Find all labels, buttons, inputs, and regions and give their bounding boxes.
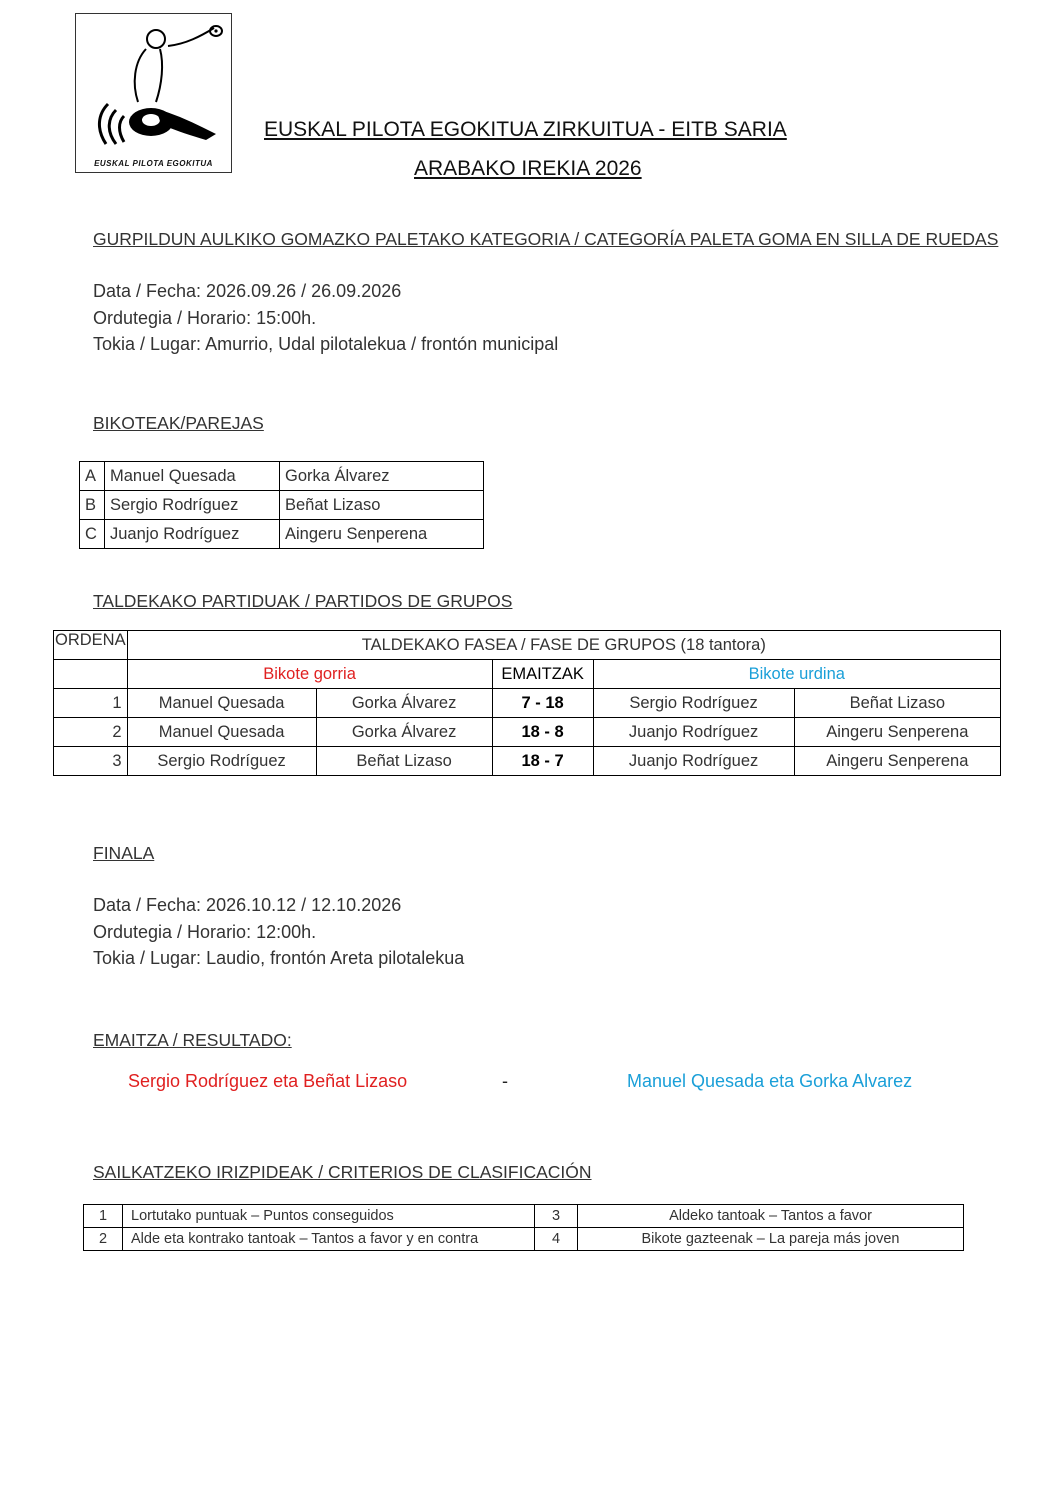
- result-red-pair: Sergio Rodríguez eta Beñat Lizaso: [128, 1071, 408, 1091]
- table-row: [84, 1228, 964, 1251]
- table-row: [80, 491, 484, 520]
- main-title: EUSKAL PILOTA EGOKITUA ZIRKUITUA - EITB SARIA: [264, 118, 787, 141]
- table-row: [54, 718, 1001, 747]
- table-row: [80, 462, 484, 491]
- criteria-number: 3: [535, 1205, 578, 1228]
- pelota-player-logo-icon: [76, 14, 231, 154]
- match-score: 18 - 7: [492, 747, 593, 776]
- order-header: ORDENA: [54, 631, 128, 660]
- table-row: [54, 689, 1001, 718]
- event-place: Tokia / Lugar: Amurrio, Udal pilotalekua / frontón municipal: [93, 334, 559, 354]
- match-score: 18 - 8: [492, 718, 593, 747]
- result-separator: -: [502, 1071, 508, 1091]
- criteria-heading: SAILKATZEKO IRIZPIDEAK / CRITERIOS DE CLASIFICACIÓN: [93, 1162, 592, 1182]
- table-row: [80, 520, 484, 549]
- final-time: Ordutegia / Horario: 12:00h.: [93, 921, 317, 942]
- criteria-text: Bikote gazteenak – La pareja más joven: [578, 1228, 964, 1251]
- event-time: Ordutegia / Horario: 15:00h.: [93, 307, 317, 328]
- criteria-text: Alde eta kontrako tantoak – Tantos a favor y en contra: [123, 1228, 535, 1251]
- pair-player2: Aingeru Senperena: [280, 520, 484, 549]
- category-heading: GURPILDUN AULKIKO GOMAZKO PALETAKO KATEGORIA / CATEGORÍA PALETA GOMA EN SILLA DE RUEDAS: [93, 229, 999, 249]
- groups-table: [53, 630, 1001, 776]
- match-score: 7 - 18: [492, 689, 593, 718]
- red-player1: Manuel Quesada: [127, 689, 316, 718]
- red-player1: Manuel Quesada: [127, 718, 316, 747]
- blue-player1: Juanjo Rodríguez: [593, 718, 794, 747]
- pair-id: A: [80, 462, 105, 491]
- criteria-number: 2: [84, 1228, 123, 1251]
- pair-id: B: [80, 491, 105, 520]
- sub-title: ARABAKO IREKIA 2026: [414, 157, 642, 180]
- pair-player1: Manuel Quesada: [105, 462, 280, 491]
- red-pair-header: Bikote gorria: [127, 660, 492, 689]
- final-heading: FINALA: [93, 843, 155, 863]
- phase-header: TALDEKAKO FASEA / FASE DE GRUPOS (18 tantora): [127, 631, 1000, 660]
- event-date: Data / Fecha: 2026.09.26 / 26.09.2026: [93, 281, 402, 301]
- match-number: 2: [54, 718, 128, 747]
- red-player2: Gorka Álvarez: [316, 689, 492, 718]
- table-row: [84, 1205, 964, 1228]
- red-player2: Gorka Álvarez: [316, 718, 492, 747]
- empty-cell: [54, 660, 128, 689]
- match-number: 1: [54, 689, 128, 718]
- blue-pair-header: Bikote urdina: [593, 660, 1000, 689]
- result-blue-pair: Manuel Quesada eta Gorka Alvarez: [627, 1071, 913, 1091]
- result-heading: EMAITZA / RESULTADO:: [93, 1030, 292, 1050]
- blue-player2: Aingeru Senperena: [794, 718, 1000, 747]
- blue-player1: Juanjo Rodríguez: [593, 747, 794, 776]
- logo-caption: EUSKAL PILOTA EGOKITUA: [94, 159, 213, 168]
- groups-heading: TALDEKAKO PARTIDUAK / PARTIDOS DE GRUPOS: [93, 591, 513, 611]
- blue-player2: Aingeru Senperena: [794, 747, 1000, 776]
- red-player1: Sergio Rodríguez: [127, 747, 316, 776]
- event-info: [93, 278, 558, 358]
- logo: [75, 13, 232, 173]
- criteria-text: Aldeko tantoak – Tantos a favor: [578, 1205, 964, 1228]
- red-player2: Beñat Lizaso: [316, 747, 492, 776]
- pair-player1: Juanjo Rodríguez: [105, 520, 280, 549]
- match-number: 3: [54, 747, 128, 776]
- criteria-number: 1: [84, 1205, 123, 1228]
- pairs-heading: BIKOTEAK/PAREJAS: [93, 413, 264, 433]
- table-row: [54, 631, 1001, 660]
- pair-id: C: [80, 520, 105, 549]
- final-place: Tokia / Lugar: Laudio, frontón Areta pilotalekua: [93, 948, 465, 968]
- table-row: [54, 660, 1001, 689]
- results-header: EMAITZAK: [492, 660, 593, 689]
- table-row: [54, 747, 1001, 776]
- final-date: Data / Fecha: 2026.10.12 / 12.10.2026: [93, 895, 402, 915]
- blue-player2: Beñat Lizaso: [794, 689, 1000, 718]
- criteria-number: 4: [535, 1228, 578, 1251]
- pair-player2: Beñat Lizaso: [280, 491, 484, 520]
- final-info: [93, 892, 464, 972]
- pair-player1: Sergio Rodríguez: [105, 491, 280, 520]
- criteria-table: [83, 1204, 964, 1251]
- pairs-table: [79, 461, 484, 549]
- blue-player1: Sergio Rodríguez: [593, 689, 794, 718]
- criteria-text: Lortutako puntuak – Puntos conseguidos: [123, 1205, 535, 1228]
- pair-player2: Gorka Álvarez: [280, 462, 484, 491]
